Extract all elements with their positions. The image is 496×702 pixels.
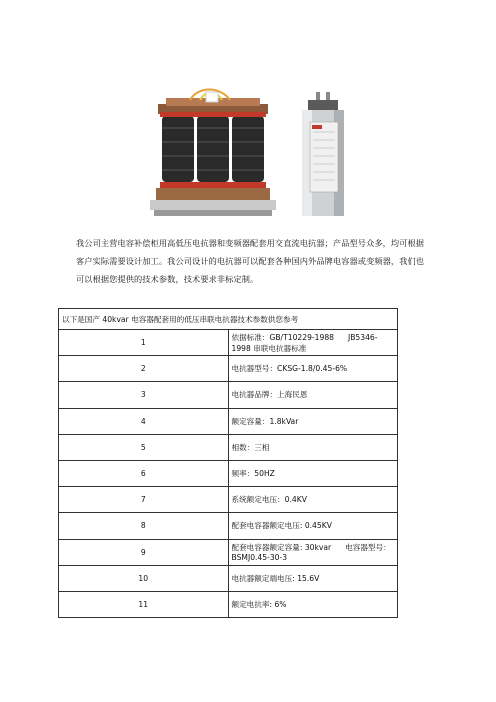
spec-table [58,308,398,618]
table-row [59,539,398,565]
table-row [59,460,398,486]
row-text: 相数：三相 [228,434,398,460]
row-number: 4 [59,408,229,434]
row-text: 频率：50HZ [228,460,398,486]
row-text: 电抗器型号：CKSG-1.8/0.45-6% [228,356,398,382]
row-number: 6 [59,460,229,486]
capacitor-photo [300,92,346,220]
intro-paragraph: 我公司主营电容补偿柜用高低压电抗器和变频器配套用交直流电抗器；产品型号众多，均可根据客户实际需要设计加工。我公司设计的电抗器可以配套各种国内外品牌电容器或变频器，我们也可以根据您提供的技术参数，技术要求非标定制。 [76,238,425,284]
row-number: 11 [59,591,229,617]
reactor-photo [150,86,276,222]
row-text: 配套电容器额定电压: 0.45KV [228,513,398,539]
table-row [59,330,398,356]
table-row [59,565,398,591]
row-number: 3 [59,382,229,408]
table-row [59,487,398,513]
table-row [59,591,398,617]
row-text: 额定电抗率: 6% [228,591,398,617]
row-number: 10 [59,565,229,591]
row-number: 2 [59,356,229,382]
table-row [59,408,398,434]
row-number: 8 [59,513,229,539]
table-row [59,434,398,460]
row-number: 5 [59,434,229,460]
row-number: 9 [59,539,229,565]
row-text: 额定容量：1.8kVar [228,408,398,434]
row-text: 系统额定电压：0.4KV [228,487,398,513]
row-text: 电抗器额定端电压: 15.6V [228,565,398,591]
table-row [59,356,398,382]
row-text: 依据标准：GB/T10229-1988 JB5346-1998 串联电抗器标准 [228,330,398,356]
table-row [59,513,398,539]
table-header-row [59,309,398,330]
table-row [59,382,398,408]
row-number: 1 [59,330,229,356]
row-text: 电抗器品牌：上海民恩 [228,382,398,408]
row-text: 配套电容器额定容量: 30kvar 电容器型号：BSMJ0.45-30-3 [228,539,398,565]
product-photos [140,86,370,226]
table-header: 以下是国产 40kvar 电容器配套用的低压串联电抗器技术参数供您参考 [59,309,398,330]
row-number: 7 [59,487,229,513]
